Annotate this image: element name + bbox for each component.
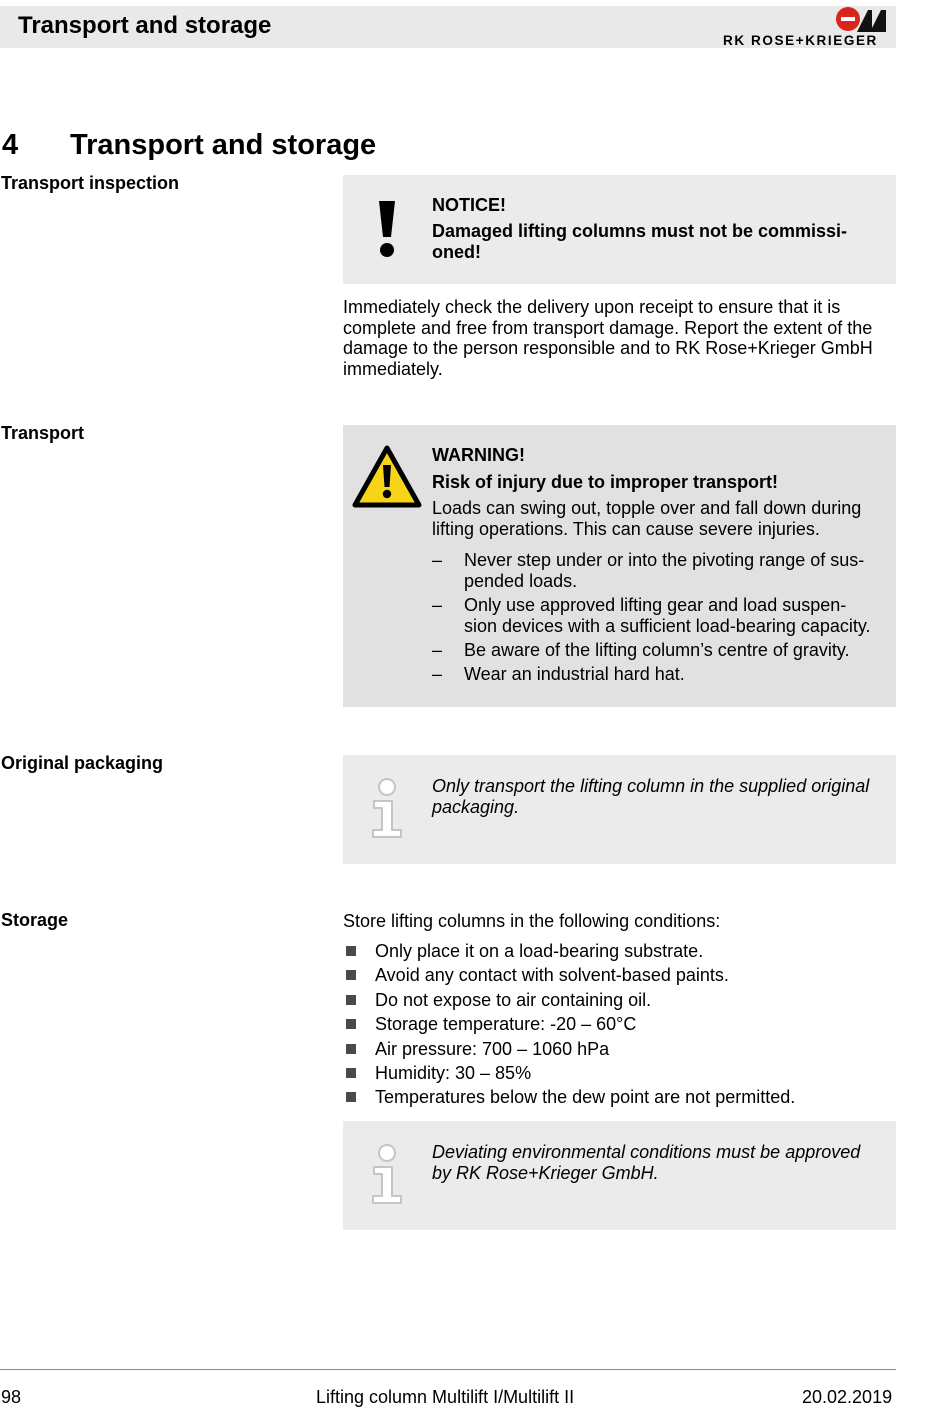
square-bullet-icon <box>346 946 356 956</box>
info-icon <box>370 1143 404 1205</box>
square-bullet-icon <box>346 995 356 1005</box>
warning-heading: WARNING! <box>432 445 525 465</box>
info-text-line1: Deviating environmental conditions must be approved <box>432 1142 861 1162</box>
storage-intro: Store lifting columns in the following conditions: <box>343 911 721 931</box>
inspection-paragraph-line2: complete and free from transport damage. Report the extent of the <box>343 317 873 338</box>
dash-marker: – <box>432 640 443 660</box>
warning-item-line1: Be aware of the lifting column’s centre of gravity. <box>464 640 850 660</box>
square-bullet-icon <box>346 1044 356 1054</box>
warning-text-line2: lifting operations. This can cause severe injuries. <box>432 519 820 539</box>
notice-box <box>343 175 896 284</box>
square-bullet-icon <box>346 1068 356 1078</box>
section-label-original-packaging: Original packaging <box>1 753 164 773</box>
info-box-storage <box>343 1121 896 1230</box>
warning-triangle-icon <box>352 445 422 509</box>
storage-conditions-list <box>343 940 896 1111</box>
list-item-text: Only place it on a load-bearing substrate. <box>375 941 704 961</box>
notice-text-line2: oned! <box>432 242 481 262</box>
square-bullet-icon <box>346 970 356 980</box>
warning-item-line1: Only use approved lifting gear and load suspen- <box>464 595 847 615</box>
warning-box <box>343 425 896 707</box>
list-item <box>343 1013 896 1037</box>
list-item-text: Air pressure: 700 – 1060 hPa <box>375 1038 610 1059</box>
list-item-text: Temperatures below the dew point are not permitted. <box>375 1087 796 1108</box>
notice-text-line1: Damaged lifting columns must not be commissi- <box>432 221 848 241</box>
chapter-title: Transport and storage <box>70 129 377 161</box>
document-title: Lifting column Multilift I/Multilift II <box>316 1387 575 1407</box>
dash-marker: – <box>432 550 443 570</box>
list-item <box>343 940 896 964</box>
info-text-line1: Only transport the lifting column in the supplied original <box>432 776 870 796</box>
document-date: 20.02.2019 <box>802 1387 893 1407</box>
list-item <box>343 1062 896 1086</box>
inspection-paragraph-line1: Immediately check the delivery upon receipt to ensure that it is <box>343 297 841 317</box>
list-item-text: Humidity: 30 – 85% <box>375 1062 532 1083</box>
section-label-transport: Transport <box>1 423 85 443</box>
exclamation-icon <box>376 199 398 259</box>
notice-heading: NOTICE! <box>432 195 506 215</box>
dash-marker: – <box>432 595 443 615</box>
info-text-line2: packaging. <box>432 797 520 817</box>
chapter-number: 4 <box>2 129 19 161</box>
list-item <box>343 989 896 1013</box>
warning-item-line1: Never step under or into the pivoting range of sus- <box>464 550 865 570</box>
brand-name: RK ROSE+KRIEGER <box>723 33 878 48</box>
list-item <box>343 964 896 988</box>
section-label-transport-inspection: Transport inspection <box>1 173 180 193</box>
info-box-packaging <box>343 755 896 864</box>
inspection-paragraph-line3: damage to the person responsible and to RK Rose+Krieger GmbH <box>343 338 873 358</box>
square-bullet-icon <box>346 1092 356 1102</box>
inspection-paragraph-line4: immediately. <box>343 358 443 379</box>
square-bullet-icon <box>346 1019 356 1029</box>
running-header-title: Transport and storage <box>18 12 272 39</box>
list-item-text: Do not expose to air containing oil. <box>375 989 652 1010</box>
info-icon <box>370 777 404 839</box>
brand-logo <box>720 6 888 50</box>
dash-marker: – <box>432 664 443 684</box>
section-label-storage: Storage <box>1 910 69 930</box>
list-item <box>343 1038 896 1062</box>
page-number: 98 <box>1 1387 22 1407</box>
list-item-text: Avoid any contact with solvent-based paints. <box>375 965 729 986</box>
warning-subheading: Risk of injury due to improper transport! <box>432 472 779 492</box>
warning-item-line2: pended loads. <box>464 571 578 591</box>
rk-logo-mark-icon <box>835 6 887 32</box>
warning-item-line2: sion devices with a sufficient load-bearing capacity. <box>464 616 871 636</box>
info-text-line2: by RK Rose+Krieger GmbH. <box>432 1163 659 1183</box>
list-item <box>343 1086 896 1110</box>
warning-item-line1: Wear an industrial hard hat. <box>464 664 685 684</box>
list-item-text: Storage temperature: -20 – 60°C <box>375 1014 637 1035</box>
warning-text-line1: Loads can swing out, topple over and fall down during <box>432 498 862 518</box>
footer-divider <box>0 1369 896 1370</box>
